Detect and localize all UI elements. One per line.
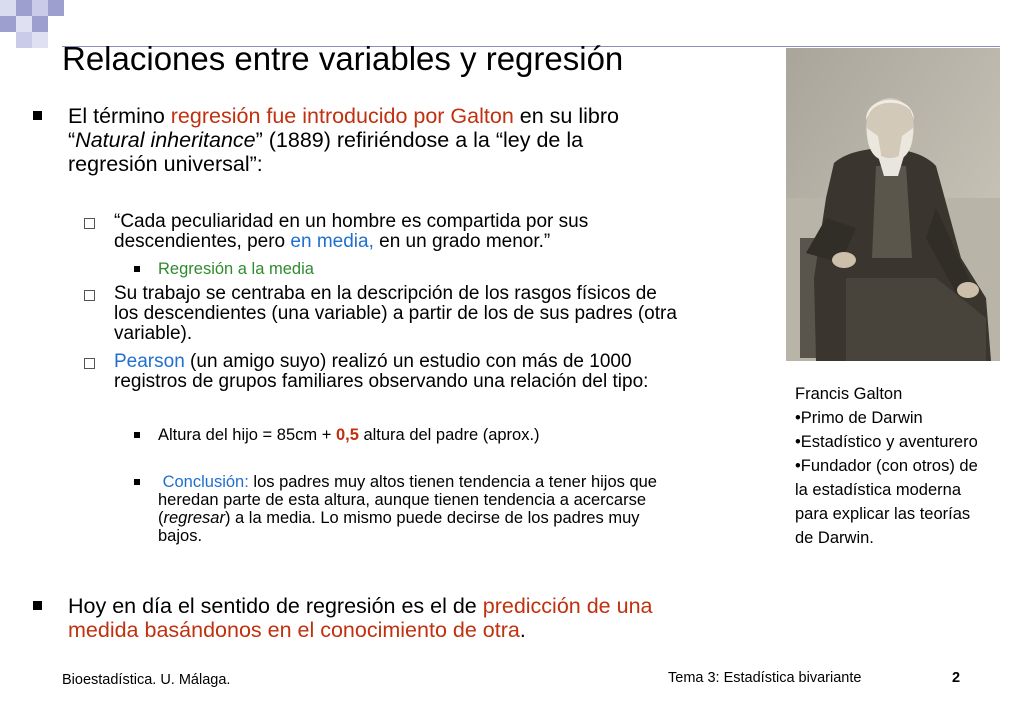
sub-bullet-text-2: Su trabajo se centraba en la descripción de los rasgos físicos de los descendientes (una variable) a partir de los de sus padres (otra variable). [114,283,677,344]
bullet-marker [33,601,42,610]
caption-line: de Darwin. [795,529,874,547]
caption-line: •Fundador (con otros) de [795,457,978,475]
sub-bullet-text-3: Pearson (un amigo suyo) realizó un estudio con más de 1000 registros de grupos familiares observando una relación del tipo: [114,351,649,392]
bullet-text-2: Hoy en día el sentido de regresión es el de predicción de una medida basándonos en el conocimiento de otra. [68,594,653,642]
footer-institution: Bioestadística. U. Málaga. [62,672,231,688]
caption-line: •Primo de Darwin [795,409,923,427]
bullet-text-1: El término regresión fue introducido por Galton en su libro “Natural inheritance” (1889) refiriéndose a la “ley de la regresión universal”: [68,104,619,176]
caption-line: para explicar las teorías [795,505,971,523]
slide-title: Relaciones entre variables y regresión [62,40,624,77]
sub-sub-bullet-marker [134,266,140,272]
sub-bullet-text-1: “Cada peculiaridad en un hombre es compartida por sus descendientes, pero en media, en un grado menor.” [114,211,589,252]
caption-line: la estadística moderna [795,481,962,499]
regression-formula: Altura del hijo = 85cm + 0,5 altura del padre (aprox.) [158,426,540,444]
galton-portrait-photo [786,48,1000,361]
sub-bullet-marker [84,290,95,301]
sub-sub-bullet-marker [134,432,140,438]
conclusion-text: Conclusión: los padres muy altos tienen tendencia a tener hijos que heredan parte de esta altura, aunque tienen tendencia a acercarse (regresar) a la media. Lo mismo puede decirse de los padres muy bajos. [158,473,657,545]
page-number: 2 [952,670,961,686]
footer-topic: Tema 3: Estadística bivariante [668,670,862,686]
portrait-icon [786,48,1000,361]
sub-bullet-marker [84,358,95,369]
regression-to-mean-label: Regresión a la media [158,260,314,278]
sub-bullet-marker [84,218,95,229]
sub-sub-bullet-marker [134,479,140,485]
bullet-marker [33,111,42,120]
portrait-caption [795,382,1020,550]
caption-line: •Estadístico y aventurero [795,433,978,451]
caption-line: Francis Galton [795,385,903,403]
